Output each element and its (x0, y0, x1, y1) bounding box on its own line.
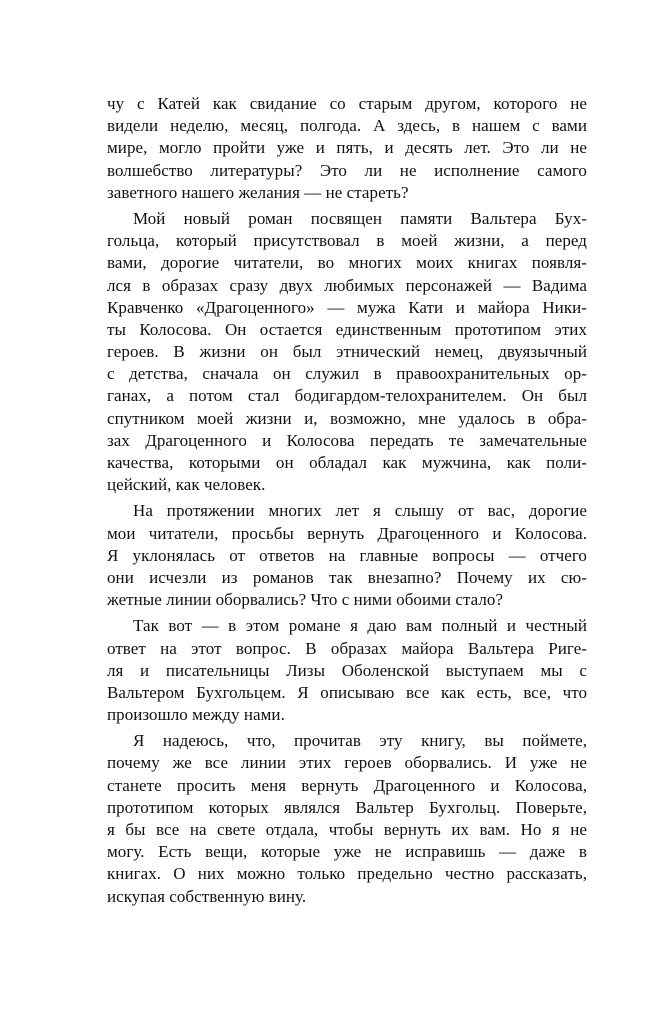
text-line: почему же все линии этих героев оборвались. И уже не (107, 753, 587, 773)
text-line: гольца, который присутствовал в моей жизни, а перед (107, 231, 587, 251)
text-line: героев. В жизни он был этнический немец, двуязычный (107, 342, 587, 362)
text-line: ля и писательницы Лизы Оболенской выступаем мы с (107, 660, 587, 680)
text-line: книгах. О них можно только предельно честно рассказать, (107, 864, 587, 884)
text-line: могу. Есть вещи, которые уже не исправишь — даже в (107, 842, 587, 862)
text-line: видели неделю, месяц, полгода. А здесь, в нашем с вами (107, 116, 587, 136)
paragraph (107, 93, 587, 204)
text-line: искупая собственную вину. (107, 886, 307, 906)
text-line: зах Драгоценного и Колосова передать те замечательные (107, 430, 587, 450)
text-line: Я надеюсь, что, прочитав эту книгу, вы поймете, (133, 731, 587, 751)
text-line: Так вот — в этом романе я даю вам полный и честный (133, 616, 587, 636)
text-line: волшебство литературы? Это ли не исполнение самого (107, 160, 587, 180)
text-line: вами, дорогие читатели, во многих моих книгах появля- (107, 253, 587, 273)
text-line: ответ на этот вопрос. В образах майора Вальтера Риге- (107, 638, 587, 658)
text-line: жетные линии оборвались? Что с ними обоими стало? (107, 590, 504, 610)
text-line: спутником моей жизни и, возможно, мне удалось в обра- (107, 408, 587, 428)
paragraph (107, 730, 587, 908)
text-line: они исчезли из романов так внезапно? Почему их сю- (107, 567, 587, 587)
text-line: Кравченко «Драгоценного» — мужа Кати и майора Ники- (107, 297, 587, 317)
text-line: На протяжении многих лет я слышу от вас, дорогие (133, 501, 587, 521)
text-line: Мой новый роман посвящен памяти Вальтера Бух- (133, 208, 587, 228)
text-line: ганах, а потом стал бодигардом-телохранителем. Он был (107, 386, 587, 406)
text-line: заветного нашего желания — не стареть? (107, 182, 409, 202)
paragraph (107, 208, 587, 496)
text-line: Я уклонялась от ответов на главные вопросы — отчего (107, 545, 587, 565)
text-line: чу с Катей как свидание со старым другом, которого не (107, 94, 587, 113)
text-line: лся в образах сразу двух любимых персонажей — Вадима (107, 275, 587, 295)
text-line: произошло между нами. (107, 705, 285, 725)
text-line: прототипом которых являлся Вальтер Бухгольц. Поверьте, (107, 797, 587, 817)
text-line: я бы все на свете отдала, чтобы вернуть их вам. Но я не (107, 820, 587, 839)
text-line: качества, которыми он обладал как мужчина, как поли- (107, 453, 587, 472)
text-line: станете просить меня вернуть Драгоценного и Колосова, (107, 775, 587, 795)
text-line: Вальтером Бухгольцем. Я описываю все как есть, все, что (107, 682, 587, 702)
body-text (107, 93, 587, 908)
text-line: с детства, сначала он служил в правоохранительных ор- (107, 364, 587, 384)
text-line: цейский, как человек. (107, 475, 266, 495)
text-line: мои читатели, просьбы вернуть Драгоценного и Колосова. (107, 523, 587, 543)
paragraph (107, 615, 587, 726)
paragraph (107, 500, 587, 611)
text-line: мире, могло пройти уже и пять, и десять лет. Это ли не (107, 138, 587, 158)
text-line: ты Колосова. Он остается единственным прототипом этих (107, 319, 587, 339)
